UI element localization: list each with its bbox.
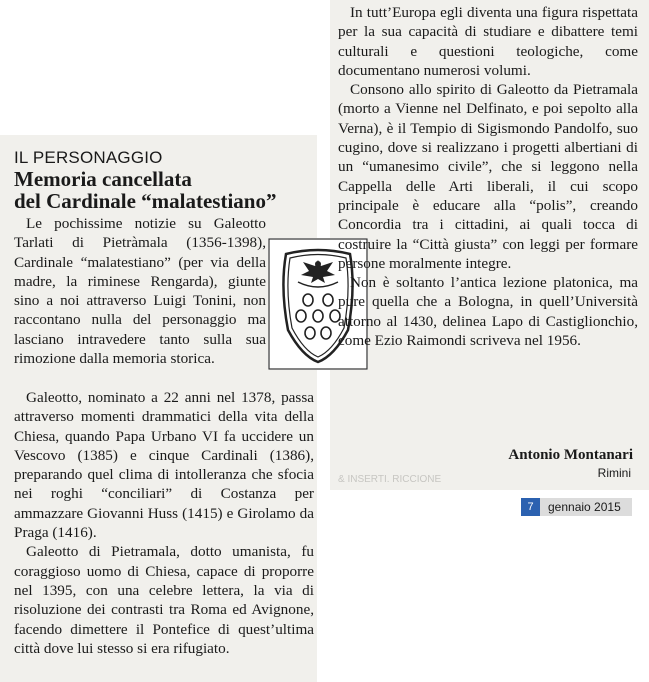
date-stamp	[521, 498, 632, 516]
article-author: Antonio Montanari	[508, 447, 633, 463]
article-column-wide	[14, 388, 314, 658]
date-day-badge: 7	[521, 498, 540, 516]
article-column-right	[338, 3, 638, 350]
headline-line-2: del Cardinale “malatestiano”	[14, 189, 277, 213]
article-headline	[14, 168, 314, 212]
article-kicker: IL PERSONAGGIO	[14, 148, 163, 167]
paragraph-platonic: Non è soltanto l’antica lezione platonica, ma pure quella che a Bologna, in quell’Università attorno al 1430, delinea Lapo di Castiglionchio, come Ezio Raimondi scriveva nel 1956.	[338, 274, 638, 350]
article-column-narrow	[14, 214, 266, 368]
paragraph-humanist: Galeotto di Pietramala, dotto umanista, fu coraggioso uomo di Chiesa, capace di proporre nel 1395, con una celebre lettera, la via di risoluzione dei contrasti tra Roma ed Avignone, facendo dimettere il Pontefice di quest’ultima città dove lui stesso si era rifugiato.	[14, 543, 314, 657]
date-month-year: gennaio 2015	[548, 500, 621, 514]
paragraph-tempio: Consono allo spirito di Galeotto da Pietramala (morto a Vienne nel Delfinato, e poi sepolto alla Verna), è il Tempio di Sigismondo Pandolfo, suo cugino, dove si realizzano i progetti albertiani di un “umanesimo civile”, che si leggono nella Cappella delle Arti liberali, il cui scopo principale è educare alla “polis”, creando Concordia tra i cittadini, ai quali tocca di costruire la “Città giusta” con leggi per formare persone moralmente integre.	[338, 81, 638, 272]
article-city: Rimini	[597, 466, 631, 480]
headline-line-1: Memoria cancellata	[14, 167, 192, 191]
paragraph-europe: In tutt’Europa egli diventa una figura rispettata per la sua capacità di studiare e dibattere temi culturali e questioni teologiche, come documentano numerosi volumi.	[338, 4, 638, 79]
bleed-through-text: & INSERTI. RICCIONE	[338, 474, 442, 485]
paragraph-intro: Le pochissime notizie su Galeotto Tarlati di Pietràmala (1356-1398), Cardinale “malatestiano” (per via della madre, la riminese Rengarda), giunte sino a noi attraverso Luigi Tonini, non raccontano nulla del personaggio ma lasciano intravedere tanto sulla sua rimozione dalla memoria storica.	[14, 215, 266, 368]
paragraph-nomination: Galeotto, nominato a 22 anni nel 1378, passa attraverso momenti drammatici della vita della Chiesa, quando Papa Urbano VI fa uccidere un Vescovo (1385) e cinque Cardinali (1386), preparando quel clima di intolleranza che sfocia nei roghi “conciliari” di Costanza per ammazzare Giovanni Huss (1415) e Girolamo da Praga (1416).	[14, 389, 314, 542]
